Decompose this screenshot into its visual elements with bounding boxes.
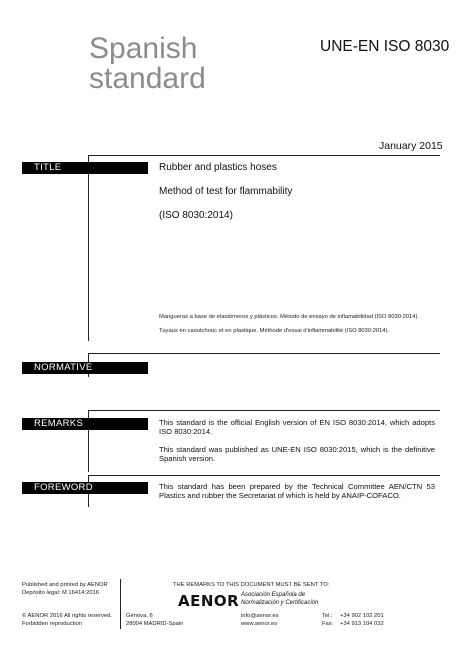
title-english-line1: Rubber and plastics hoses [159,162,277,173]
publication-date: January 2015 [379,140,443,152]
address-block [126,612,183,628]
tel-label: Tel.: [322,613,333,619]
association-name [241,592,318,607]
fax-number: +34 913 104 032 [340,621,384,627]
copyright-notice: © AENOR 2016 All rights reserved. [22,613,112,619]
title-vertical-rule [88,155,89,341]
section-label-remarks: REMARKS [22,418,148,430]
fax-label: Fax: [322,621,334,627]
foreword-divider [88,475,440,476]
address-street: Génova, 6 [126,613,153,619]
contact-phone-labels [322,612,333,628]
remarks-send-heading: THE REMARKS TO THIS DOCUMENT MUST BE SENT TO: [173,582,330,588]
section-label-foreword: FOREWORD [22,482,148,494]
remarks-divider [88,410,440,411]
title-english-line2: Method of test for flammability [159,186,293,197]
contact-website: www.aenor.es [241,621,278,627]
contact-online [241,612,278,628]
deposit-legal: Depósito legal: M 16414:2016 [22,590,100,596]
contact-phone-values [340,612,384,628]
section-label-normative: NORMATIVE [22,362,148,374]
normative-divider [88,353,440,354]
standard-code: UNE-EN ISO 8030 [320,38,450,55]
address-city: 28004 MADRID-Spain [126,621,184,627]
publisher-info [22,581,108,597]
footer-vertical-rule [120,579,121,629]
section-label-title: TITLE [22,162,148,174]
forbidden-reproduction: Forbidden reproduction [22,621,82,627]
remarks-paragraph-2: This standard was published as UNE-EN ISO 8030:2015, which is the definitive Spanish version. [159,445,435,464]
title-line-spanish: Spanish [89,32,198,65]
aenor-logo [178,592,239,611]
published-by: Published and printed by AENOR [22,582,108,588]
remarks-paragraph-1: This standard is the official English version of EN ISO 8030:2014, which adopts ISO 8030:2014. [159,418,435,437]
title-divider [88,155,440,156]
copyright-block [22,612,112,628]
title-french: Tuyaux en caoutchouc et en plastique. Méthode d'essai d'inflammabilité (ISO 8030:2014). [159,328,390,334]
association-line-1: Asociación Española de [241,592,306,598]
document-type-title [89,34,206,94]
tel-number: +34 902 102 201 [340,613,384,619]
title-line-standard: standard [89,62,206,95]
aenor-logo-text: AENOR [178,592,240,610]
contact-email: info@aenor.es [241,613,279,619]
title-english-line3: (ISO 8030:2014) [159,210,233,221]
association-line-2: Normalización y Certificación [241,599,319,606]
foreword-paragraph: This standard has been prepared by the Technical Committee AEN/CTN 53 Plastics and rubber the Secretariat of which is held by ANAIP-COFACO. [159,482,435,501]
title-spanish: Mangueras a base de elastómeros y plásticos. Método de ensayo de inflamabilidad (ISO 8030:2014). [159,314,420,320]
